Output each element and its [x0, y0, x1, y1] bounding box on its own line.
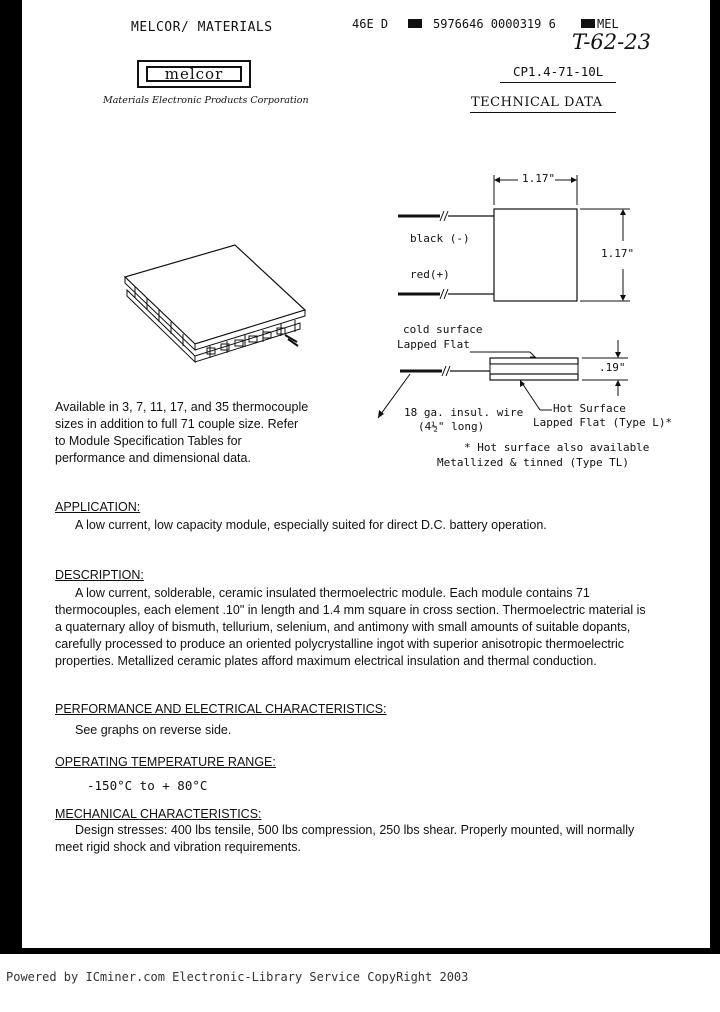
height-dimension: 1.17" [601, 247, 635, 260]
handwritten-code: T-62-23 [572, 30, 651, 54]
scan-border-bottom [0, 948, 720, 954]
thickness-dimension: .19" [599, 361, 626, 374]
company-name: MELCOR/ MATERIALS [131, 20, 273, 35]
doc-type: TECHNICAL DATA [471, 95, 603, 110]
black-wire-label: black (-) [410, 232, 470, 245]
scan-border-left [0, 0, 22, 950]
red-wire-label: red(+) [410, 268, 450, 281]
description-heading: DESCRIPTION: [55, 568, 144, 582]
performance-text: See graphs on reverse side. [75, 723, 232, 737]
hot-surface-label: Hot Surface [553, 402, 626, 415]
temperature-heading: OPERATING TEMPERATURE RANGE: [55, 755, 276, 769]
temperature-range: -150°C to + 80°C [87, 778, 208, 793]
application-heading: APPLICATION: [55, 500, 141, 514]
description-text: A low current, solderable, ceramic insulated thermoelectric module. Each module contains 71 thermocouples, each element .10" in length and 1.4 mm square in cross section. Thermoelectric material is a quaternary alloy of bismuth, tellurium, selenium, and antimony with small amounts of suitable dopants, carefully processed to produce an oriented polycrystalline ingot with superior anisotropic thermoelectric properties. Metallized ceramic plates afford maximum electrical insulation and thermal conduction. [55, 586, 646, 668]
mechanical-heading: MECHANICAL CHARACTERISTICS: [55, 807, 262, 821]
footnote-line-1: * Hot surface also available [464, 441, 650, 454]
cold-lapped-label: Lapped Flat [397, 338, 470, 351]
logo-text: melcor [146, 66, 242, 82]
module-illustration [115, 240, 315, 380]
availability-note: Available in 3, 7, 11, 17, and 35 thermocouple sizes in addition to full 71 couple size. Refer to Module Specification Tables for performance and dimensional data. [55, 400, 309, 465]
cold-surface-label: cold surface [403, 323, 483, 336]
tagline: Materials Electronic Products Corporation [103, 95, 309, 106]
application-text: A low current, low capacity module, especially suited for direct D.C. battery operation. [75, 518, 547, 532]
part-number: CP1.4-71-10L [513, 64, 604, 79]
footer-credit: Powered by ICminer.com Electronic-Library Service CopyRight 2003 [6, 970, 469, 984]
doc-code-a: 46E D [352, 17, 389, 31]
width-dimension: 1.17" [522, 172, 556, 185]
performance-heading: PERFORMANCE AND ELECTRICAL CHARACTERISTICS: [55, 702, 387, 716]
doc-code-c: MEL [597, 17, 619, 31]
doc-code-b: 5976646 0000319 6 [433, 17, 556, 31]
melcor-logo [137, 60, 251, 88]
black-block-icon [408, 19, 422, 28]
black-block-icon [581, 19, 595, 28]
footnote-line-2: Metallized & tinned (Type TL) [437, 456, 630, 469]
wire-length-note: (4½" long) [418, 420, 485, 433]
mechanical-text: Design stresses: 400 lbs tensile, 500 lbs compression, 250 lbs shear. Properly mounted, will normally meet rigid shock and vibration requirements. [55, 823, 635, 854]
scan-border-right [710, 0, 720, 950]
part-number-rule [500, 82, 616, 83]
wire-gauge-note: 18 ga. insul. wire [404, 406, 524, 419]
doc-type-rule [470, 112, 616, 113]
hot-lapped-label: Lapped Flat (Type L)* [533, 416, 673, 429]
